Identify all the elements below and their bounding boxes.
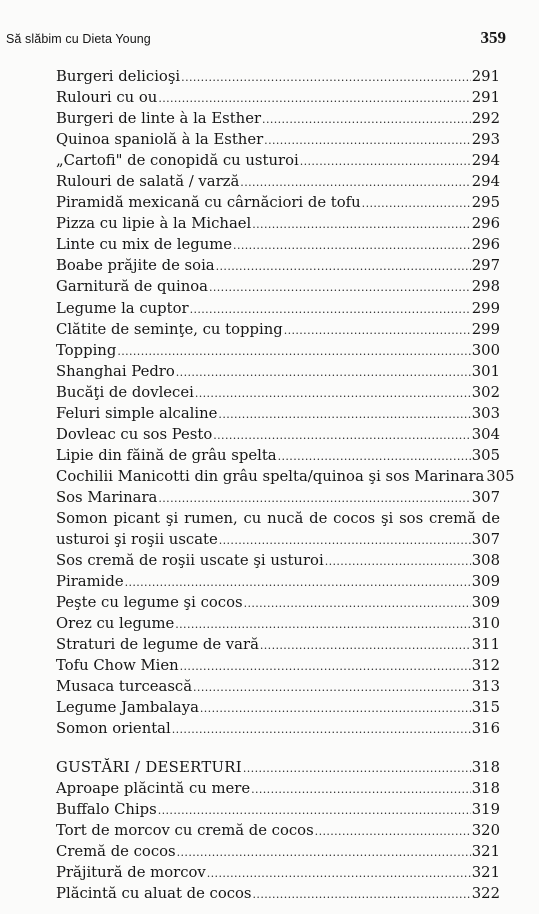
toc-entry-page: 303 <box>471 404 500 422</box>
toc-entry-page: 321 <box>471 842 500 860</box>
dot-leader <box>216 256 471 277</box>
toc-entry-page: 300 <box>471 341 500 359</box>
section-spacer <box>56 740 500 757</box>
dot-leader <box>209 277 471 298</box>
toc-entry-page: 310 <box>471 615 500 633</box>
toc-entry-page: 312 <box>471 657 500 675</box>
toc-entry-page: 320 <box>471 821 500 839</box>
toc-entry-page: 297 <box>471 257 500 275</box>
dot-leader <box>219 530 471 551</box>
dot-leader <box>362 193 471 214</box>
dot-leader <box>252 214 471 235</box>
toc-entry <box>56 66 500 87</box>
toc-entry-page: 315 <box>471 699 500 717</box>
section-title: GUSTĂRI / DESERTURI <box>56 758 242 776</box>
toc-entry-page: 302 <box>471 383 500 401</box>
toc-entry <box>56 862 500 883</box>
toc-entry-title: Tofu Chow Mien <box>56 657 179 675</box>
dot-leader <box>284 320 471 341</box>
toc-entry <box>56 571 500 592</box>
toc-entry-title: Straturi de legume de vară <box>56 636 259 654</box>
dot-leader <box>158 800 471 821</box>
dot-leader <box>262 109 471 130</box>
toc-entry-title: Pizza cu lipie à la Michael <box>56 215 252 233</box>
dot-leader <box>117 341 470 362</box>
toc-entry-page: 298 <box>471 278 500 296</box>
toc-entry-page: 291 <box>471 89 500 107</box>
toc-entry <box>56 592 500 613</box>
toc-group-snacks-desserts <box>56 778 500 904</box>
toc-entry-page: 309 <box>471 594 500 612</box>
page-number: 359 <box>480 28 506 47</box>
toc-entry-title: Prăjitură de morcov <box>56 863 206 881</box>
toc-entry-title: Linte cu mix de legume <box>56 236 233 254</box>
toc-entry <box>56 778 500 799</box>
toc-entry-title: Dovleac cu sos Pesto <box>56 425 213 443</box>
dot-leader <box>158 488 470 509</box>
toc-entry-page: 319 <box>471 800 500 818</box>
toc-entry <box>56 550 500 571</box>
running-head: Să slăbim cu Dieta Young <box>6 32 151 46</box>
toc-entry-title: Burgeri delicioşi <box>56 68 181 85</box>
toc-entry <box>56 213 500 234</box>
toc-entry-page: 294 <box>471 152 500 170</box>
toc-entry-page: 309 <box>471 573 500 591</box>
toc-entry-title: Sos cremă de roşii uscate şi usturoi <box>56 552 324 570</box>
toc-entry <box>56 613 500 634</box>
toc-entry <box>56 192 500 213</box>
toc-entry <box>56 129 500 150</box>
toc-entry-page: 299 <box>471 299 500 317</box>
toc-entry-page: 305 <box>471 446 500 464</box>
toc-entry-title: Bucăţi de dovlecei <box>56 383 194 401</box>
toc-entry-title: Peşte cu legume şi cocos <box>56 594 243 612</box>
toc-entry-page: 311 <box>471 636 500 654</box>
dot-leader <box>195 383 471 404</box>
toc-entry-wrapped <box>56 508 500 550</box>
toc-entry-title: Quinoa spaniolă à la Esther <box>56 131 264 149</box>
toc-entry <box>56 841 500 862</box>
toc-entry <box>56 697 500 718</box>
toc-entry-page: 296 <box>471 215 500 233</box>
toc-entry <box>56 150 500 171</box>
dot-leader <box>251 779 471 800</box>
dot-leader <box>264 130 471 151</box>
toc-entry-page: 316 <box>471 720 500 738</box>
toc-entry <box>56 276 500 297</box>
dot-leader <box>200 698 471 719</box>
dot-leader <box>180 656 471 677</box>
toc-entry-title: Plăcintă cu aluat de cocos <box>56 884 252 902</box>
toc-group-main-dishes <box>56 66 515 508</box>
toc-entry <box>56 718 500 739</box>
dot-leader <box>253 884 471 905</box>
toc-entry <box>56 634 500 655</box>
toc-entry-title: Rulouri cu ou <box>56 89 158 107</box>
toc-entry-page: 307 <box>471 488 500 506</box>
toc-entry-page: 307 <box>471 531 500 549</box>
dot-leader <box>172 719 471 740</box>
toc-entry-page: 321 <box>471 863 500 881</box>
dot-leader <box>176 362 471 383</box>
toc-entry-title-line1: Somon picant şi rumen, cu nucă de cocos şi sos cremă de <box>56 509 500 527</box>
page-header <box>0 0 539 52</box>
dot-leader <box>190 299 471 320</box>
toc-entry-title: Garnitură de quinoa <box>56 278 208 296</box>
toc-entry-page: 322 <box>471 884 500 902</box>
toc-entry <box>56 403 500 424</box>
toc-entry <box>56 234 500 255</box>
dot-leader <box>125 572 471 593</box>
toc-entry <box>56 361 500 382</box>
toc-entry-page: 291 <box>471 68 500 85</box>
toc-entry <box>56 655 500 676</box>
toc-entry-title: „Cartofi" de conopidă cu usturoi <box>56 152 299 170</box>
toc-entry-page: 313 <box>471 678 500 696</box>
toc-entry <box>56 883 500 904</box>
toc-entry <box>56 255 500 276</box>
dot-leader <box>278 446 471 467</box>
dot-leader <box>240 172 470 193</box>
dot-leader <box>158 88 470 109</box>
dot-leader <box>181 67 471 88</box>
toc-section-heading <box>56 757 500 778</box>
toc-entry-page: 294 <box>471 173 500 191</box>
dot-leader <box>244 593 471 614</box>
toc-entry-page: 305 <box>486 467 515 485</box>
dot-leader <box>175 614 470 635</box>
toc-entry-title-line2: usturoi şi roşii uscate <box>56 531 218 549</box>
toc-entry-page: 304 <box>471 425 500 443</box>
toc-entry <box>56 108 500 129</box>
toc-entry-page: 301 <box>471 362 500 380</box>
dot-leader <box>300 151 471 172</box>
table-of-contents <box>56 66 515 904</box>
toc-entry-title: Legume la cuptor <box>56 299 189 317</box>
toc-entry <box>56 445 500 466</box>
toc-entry-title: Rulouri de salată / varză <box>56 173 240 191</box>
toc-entry-page: 295 <box>471 194 500 212</box>
dot-leader <box>243 758 471 779</box>
dot-leader <box>233 235 471 256</box>
dot-leader <box>193 677 471 698</box>
toc-entry-title: Musaca turcească <box>56 678 193 696</box>
dot-leader <box>177 842 471 863</box>
toc-entry <box>56 820 500 841</box>
toc-group-main-dishes-cont <box>56 550 500 739</box>
dot-leader <box>207 863 471 884</box>
toc-entry-page: 293 <box>471 131 500 149</box>
toc-entry-title: Orez cu legume <box>56 615 175 633</box>
toc-entry-title: Boabe prăjite de soia <box>56 257 215 275</box>
toc-entry <box>56 382 500 403</box>
toc-entry <box>56 676 500 697</box>
toc-entry-title: Feluri simple alcaline <box>56 404 218 422</box>
toc-entry-title: Sos Marinara <box>56 488 158 506</box>
toc-entry <box>56 424 500 445</box>
toc-entry-page: 296 <box>471 236 500 254</box>
toc-entry-title: Piramide <box>56 573 124 591</box>
toc-entry-page: 292 <box>471 110 500 128</box>
toc-entry-title: Clătite de seminţe, cu topping <box>56 320 283 338</box>
dot-leader <box>315 821 471 842</box>
toc-entry-title: Legume Jambalaya <box>56 699 199 717</box>
toc-entry <box>56 171 500 192</box>
toc-entry-title: Somon oriental <box>56 720 171 738</box>
dot-leader <box>260 635 471 656</box>
toc-entry-title: Buffalo Chips <box>56 800 157 818</box>
toc-entry-title: Aproape plăcintă cu mere <box>56 779 251 797</box>
toc-entry <box>56 466 515 487</box>
toc-entry <box>56 487 500 508</box>
dot-leader <box>325 551 471 572</box>
toc-entry-title: Cremă de cocos <box>56 842 176 860</box>
toc-entry-title: Tort de morcov cu cremă de cocos <box>56 821 314 839</box>
toc-entry <box>56 87 500 108</box>
toc-entry <box>56 319 500 340</box>
toc-entry-page: 299 <box>471 320 500 338</box>
toc-entry <box>56 340 500 361</box>
toc-entry-title: Burgeri de linte à la Esther <box>56 110 262 128</box>
toc-entry-title: Topping <box>56 341 117 359</box>
toc-entry-title: Piramidă mexicană cu cârnăciori de tofu <box>56 194 361 212</box>
toc-entry-title: Lipie din făină de grâu spelta <box>56 446 277 464</box>
toc-entry-page: 318 <box>471 779 500 797</box>
toc-entry-title: Shanghai Pedro <box>56 362 175 380</box>
dot-leader <box>213 425 471 446</box>
toc-entry-page: 308 <box>471 552 500 570</box>
toc-entry <box>56 298 500 319</box>
toc-entry <box>56 799 500 820</box>
toc-entry-title: Cochilii Manicotti din grâu spelta/quinoa şi sos Marinara <box>56 467 485 485</box>
section-page: 318 <box>471 758 500 776</box>
dot-leader <box>218 404 470 425</box>
